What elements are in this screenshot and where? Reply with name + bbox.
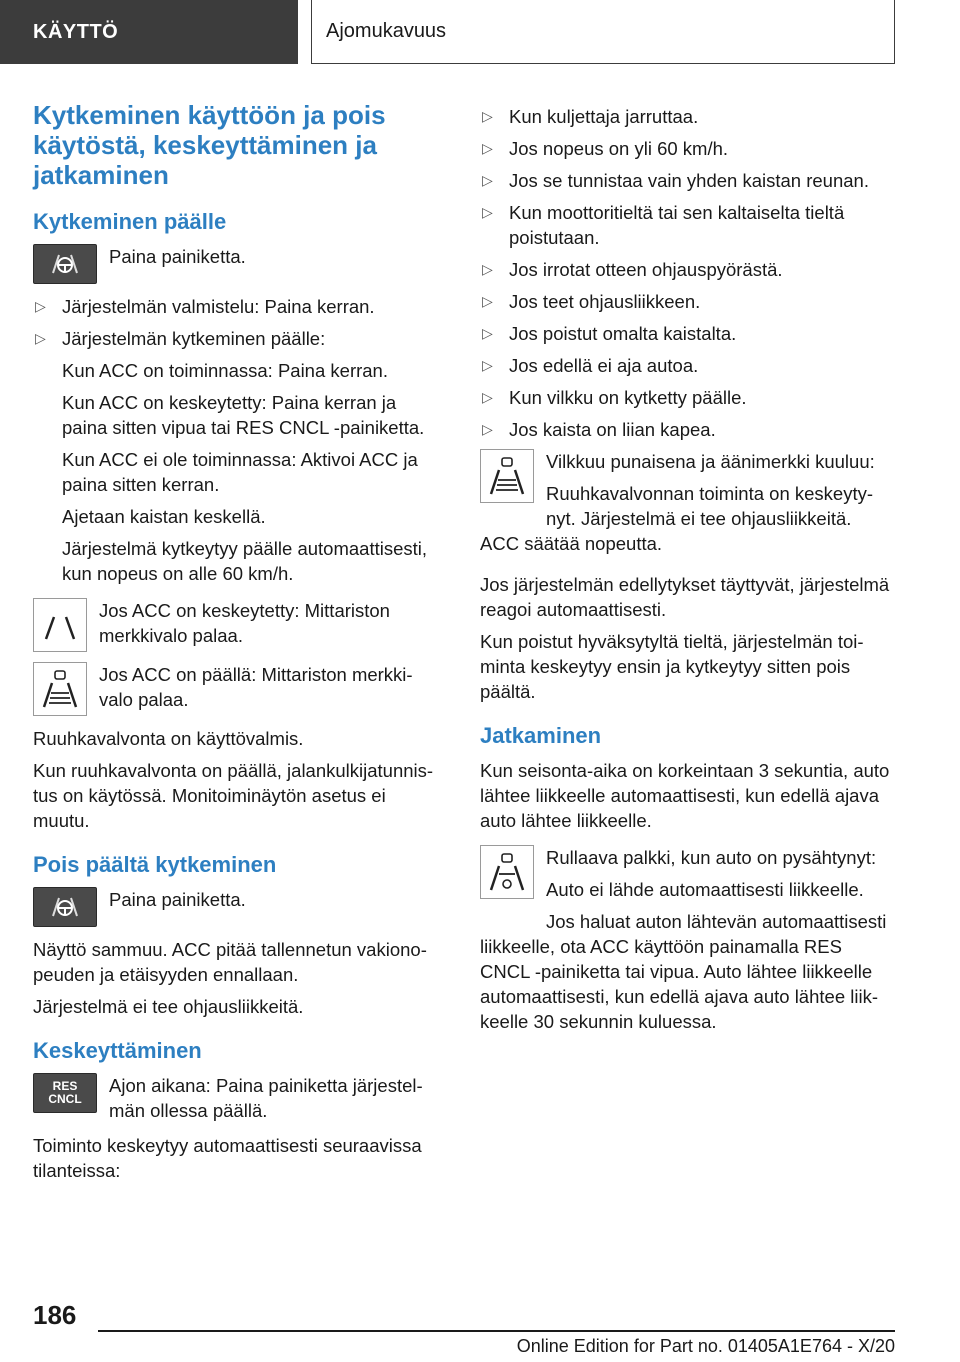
triangle-right-icon: ▷ — [482, 421, 493, 437]
triangle-right-icon: ▷ — [482, 204, 493, 220]
section-tab: KÄYTTÖ — [0, 0, 298, 64]
indicator-line: Ruuhkavalvonnan toiminta on keskeytynyt. Järjestelmä ei tee ohjausliikkeitä. — [546, 483, 874, 529]
list-item — [480, 353, 895, 378]
list-item-text: Jos edellä ei aja autoa. — [509, 355, 699, 376]
pause-button-row — [33, 1073, 438, 1123]
triangle-right-icon: ▷ — [482, 325, 493, 341]
indicator-row — [33, 598, 438, 652]
paragraph: Kun poistut hyväksytyltä tieltä, järjestelmän toiminta keskeytyy ensin ja kytkeytyy sitten pois päältä. — [480, 631, 864, 702]
triangle-right-icon: ▷ — [35, 330, 46, 346]
list-item — [480, 289, 895, 314]
paragraph: Järjestelmä ei tee ohjausliikkeitä. — [33, 996, 304, 1017]
list-item — [480, 104, 895, 129]
list-item-text: Kun kuljettaja jarruttaa. — [509, 106, 699, 127]
triangle-right-icon: ▷ — [482, 140, 493, 156]
paragraph: Ruuhkavalvonta on käyttövalmis. — [33, 728, 304, 749]
pause-button-text: Ajon aikana: Paina painiketta järjestelmän ollessa päällä. — [109, 1075, 423, 1121]
right-column — [480, 104, 895, 1041]
list-item — [480, 385, 895, 410]
list-item-text: Jos teet ohjausliikkeen. — [509, 291, 701, 312]
res-cncl-button-icon — [33, 1073, 97, 1113]
triangle-right-icon: ▷ — [35, 298, 46, 314]
list-item — [33, 326, 438, 351]
list-item-text: Jos kaista on liian kapea. — [509, 419, 716, 440]
list-item-text: Järjestelmän kytkeminen päälle: — [62, 328, 326, 349]
triangle-right-icon: ▷ — [482, 293, 493, 309]
indicator-row — [480, 449, 895, 531]
indicator-text — [546, 449, 895, 531]
steering-assist-button-icon — [33, 887, 97, 927]
list-item — [33, 294, 438, 319]
indicator-text: Jos ACC on päällä: Mittariston merkkivalo palaa. — [99, 664, 413, 710]
off-button-row — [33, 887, 438, 927]
lane-indicator-icon — [480, 845, 534, 899]
triangle-right-icon: ▷ — [482, 172, 493, 188]
list-item-text: Kun moottoritieltä tai sen kaltaiselta tieltä poistutaan. — [509, 202, 845, 248]
res-label: RES — [52, 1079, 78, 1093]
triangle-right-icon: ▷ — [482, 357, 493, 373]
list-item — [480, 321, 895, 346]
indicator-text — [546, 845, 895, 909]
cncl-label: CNCL — [48, 1092, 82, 1106]
paragraph: ACC säätää nopeutta. — [480, 533, 663, 554]
paragraph: Näyttö sammuu. ACC pitää tallennetun vakionopeuden ja etäisyyden ennallaan. — [33, 939, 427, 985]
paragraph: Toiminto keskeytyy automaattisesti seuraavissa tilanteissa: — [33, 1135, 422, 1181]
chapter-tab: Ajomukavuus — [311, 0, 895, 64]
paragraph: Jos järjestelmän edellytykset täyttyvät, järjestelmä reagoi automaattisesti. — [480, 574, 890, 620]
on-button-text: Paina painiketta. — [109, 246, 246, 267]
sub-text: Kun ACC on keskeytetty: Paina kerran ja paina sitten vipua tai RES CNCL ‑painiketta. — [62, 392, 425, 438]
sub-text: Järjestelmä kytkeytyy päälle automaattisesti, kun nopeus on alle 60 km/h. — [62, 538, 428, 584]
lane-indicator-icon — [33, 662, 87, 716]
sub-text: Ajetaan kaistan keskellä. — [62, 506, 266, 527]
list-item — [480, 168, 895, 193]
list-item-text: Jos poistut omalta kaistalta. — [509, 323, 737, 344]
paragraph: Kun seisonta-aika on korkeintaan 3 sekuntia, auto lähtee liikkeelle automaattisesti, kun edellä ajava auto lähtee liikkeelle. — [480, 760, 890, 831]
left-column — [33, 100, 438, 1190]
list-item-text: Jos nopeus on yli 60 km/h. — [509, 138, 729, 159]
indicator-row — [480, 845, 895, 909]
lane-indicator-icon — [480, 449, 534, 503]
on-button-row — [33, 244, 438, 284]
indicator-line: Auto ei lähde automaattisesti liikkeelle. — [546, 879, 864, 900]
page-title: Kytkeminen käyttöön ja pois käytöstä, keskeyttäminen ja jatkaminen — [33, 100, 386, 190]
heading-on: Kytkeminen päälle — [33, 209, 227, 234]
indicator-text: Jos ACC on keskeytetty: Mittariston merkkivalo palaa. — [99, 600, 390, 646]
sub-text: Kun ACC on toiminnassa: Paina kerran. — [62, 360, 388, 381]
footer-divider — [98, 1330, 895, 1332]
list-item — [480, 257, 895, 282]
bullet-list — [480, 104, 895, 442]
triangle-right-icon: ▷ — [482, 389, 493, 405]
indicator-row — [33, 662, 438, 716]
paragraph: Kun ruuhkavalvonta on päällä, jalankulkijatunnistus on käytössä. Monitoiminäytön asetus ei muutu. — [33, 760, 434, 831]
indicator-line: Rullaava palkki, kun auto on pysähtynyt: — [546, 847, 877, 868]
triangle-right-icon: ▷ — [482, 108, 493, 124]
list-item — [480, 200, 895, 250]
page-number: 186 — [33, 1300, 77, 1330]
heading-pause: Keskeyttäminen — [33, 1038, 202, 1063]
edition-text: Online Edition for Part no. 01405A1E764 - X/20 — [516, 1336, 895, 1356]
heading-resume: Jatkaminen — [480, 723, 602, 748]
steering-assist-button-icon — [33, 244, 97, 284]
lane-indicator-icon — [33, 598, 87, 652]
list-item-text: Järjestelmän valmistelu: Paina kerran. — [62, 296, 375, 317]
list-item-text: Kun vilkku on kytketty päälle. — [509, 387, 747, 408]
triangle-right-icon: ▷ — [482, 261, 493, 277]
list-item-text: Jos irrotat otteen ohjauspyörästä. — [509, 259, 783, 280]
indicator-line: Vilkkuu punaisena ja äänimerkki kuuluu: — [546, 451, 875, 472]
sub-text: Kun ACC ei ole toiminnassa: Aktivoi ACC ja paina sitten kerran. — [62, 449, 418, 495]
list-item — [480, 417, 895, 442]
list-item — [480, 136, 895, 161]
paragraph: Jos haluat auton lähtevän automaattisesti liikkeelle, ota ACC käyttöön painamalla RES CNCL ‑painiketta tai vipua. Auto lähtee liikkeelle automaattisesti, kun edellä ajava auto lähtee liikkeelle 30 sekunnin kuluessa. — [480, 911, 887, 1032]
heading-off: Pois päältä kytkeminen — [33, 852, 277, 877]
list-item-text: Jos se tunnistaa vain yhden kaistan reunan. — [509, 170, 869, 191]
off-button-text: Paina painiketta. — [109, 889, 246, 910]
